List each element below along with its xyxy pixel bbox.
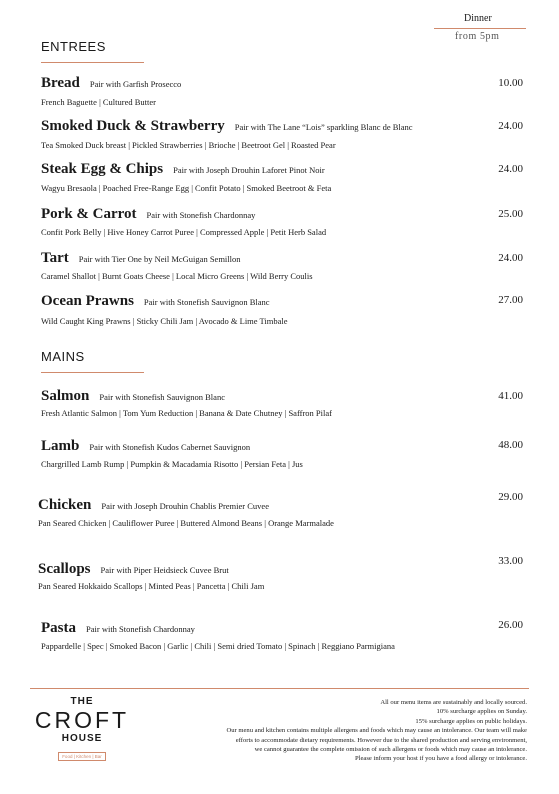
dish-price: 25.00 [498,208,523,220]
footer-line: 15% surcharge applies on public holidays. [415,717,527,725]
dish-price: 48.00 [498,439,523,451]
section-title-mains: MAINS [41,349,85,364]
meal-label: Dinner [464,13,492,24]
wine-pairing: Pair with The Lane “Lois” sparkling Blanc de Blanc [234,122,413,132]
dish-title: Scallops [38,561,91,577]
footer-line: 10% surcharge applies on Sunday. [436,708,527,716]
dish-description: Pappardelle | Spec | Smoked Bacon | Garlic | Chili | Semi dried Tomato | Spinach | Reggiano Parmigiana [41,641,395,651]
dish-description: Pan Seared Chicken | Cauliflower Puree | Buttered Almond Beans | Orange Marmalade [38,518,334,528]
dish-name-pasta [41,620,195,637]
wine-pairing: Pair with Piper Heidsieck Cuvee Brut [100,565,229,575]
dish-description: Confit Pork Belly | Hive Honey Carrot Puree | Compressed Apple | Petit Herb Salad [41,227,327,237]
dish-price: 24.00 [498,163,523,175]
wine-pairing: Pair with Garfish Prosecco [89,79,182,89]
dish-title: Bread [41,75,80,91]
dish-description: Tea Smoked Duck breast | Pickled Strawberries | Brioche | Beetroot Gel | Roasted Pear [41,140,336,150]
logo-top-text: THE [70,696,94,707]
dish-name-ocean-prawns [41,293,270,310]
dish-name-scallops [38,561,229,578]
dish-title: Salmon [41,388,90,404]
section-rule-mains [41,372,144,373]
footer-line: Our menu and kitchen contains multiple allergens and foods which may cause an intolerance. Our team will make [226,727,527,735]
logo-main-text: CROFT [34,707,130,733]
dish-description: Chargrilled Lamb Rump | Pumpkin & Macadamia Risotto | Persian Feta | Jus [41,459,303,469]
dish-price: 29.00 [498,491,523,503]
dish-title: Pasta [41,620,76,636]
logo-tagline: Food | Kitchen | Bar [58,752,106,761]
croft-house-logo [30,696,134,763]
dish-title: Chicken [38,497,92,513]
dish-title: Ocean Prawns [41,293,134,309]
dish-price: 10.00 [498,77,523,89]
dish-name-lamb [41,438,250,455]
wine-pairing: Pair with Joseph Drouhin Chablis Premier Cuvee [101,501,269,511]
dish-name-tart [41,250,241,267]
wine-pairing: Pair with Stonefish Kudos Cabernet Sauvignon [89,442,251,452]
dish-name-steak-egg-chips [41,161,325,178]
dish-description: Fresh Atlantic Salmon | Tom Yum Reduction | Banana & Date Chutney | Saffron Pilaf [41,408,332,418]
dish-price: 27.00 [498,294,523,306]
logo-bottom-text: HOUSE [61,733,103,744]
dish-name-chicken [38,497,269,514]
dish-name-smoked-duck [41,118,413,135]
wine-pairing: Pair with Tier One by Neil McGuigan Semillon [78,254,241,264]
dish-description: Caramel Shallot | Burnt Goats Cheese | Local Micro Greens | Wild Berry Coulis [41,271,313,281]
dish-description: Wagyu Bresaola | Poached Free-Range Egg | Confit Potato | Smoked Beetroot & Feta [41,183,332,193]
dish-price: 41.00 [498,390,523,402]
dish-title: Smoked Duck & Strawberry [41,118,225,134]
section-rule-entrees [41,62,144,63]
dish-description: Pan Seared Hokkaido Scallops | Minted Peas | Pancetta | Chili Jam [38,581,265,591]
footer-line: efforts to accommodate dietary requirements. However due to the shared production and serving environment, [235,736,527,744]
dish-title: Tart [41,250,69,266]
wine-pairing: Pair with Stonefish Chardonnay [146,210,256,220]
dish-name-pork-carrot [41,206,255,223]
dish-price: 26.00 [498,619,523,631]
footer-notes [167,698,527,764]
header-rule [434,28,526,29]
service-time: from 5pm [455,31,500,42]
footer-line: we cannot guarantee the complete omission of such allergens or foods which may cause an intolerance. [254,746,527,754]
wine-pairing: Pair with Stonefish Chardonnay [86,624,195,634]
footer-line: All our menu items are sustainably and locally sourced. [380,699,527,706]
wine-pairing: Pair with Stonefish Sauvignon Blanc [99,392,225,402]
dish-title: Steak Egg & Chips [41,161,164,177]
dish-price: 33.00 [498,555,523,567]
section-title-entrees: ENTREES [41,39,106,54]
footer-line: Please inform your host if you have a food allergy or intolerance. [355,755,527,763]
dish-price: 24.00 [498,120,523,132]
dish-title: Lamb [41,438,80,454]
dish-description: Wild Caught King Prawns | Sticky Chili Jam | Avocado & Lime Timbale [41,316,288,326]
wine-pairing: Pair with Stonefish Sauvignon Blanc [143,297,270,307]
dish-description: French Baguette | Cultured Butter [41,97,157,107]
footer-rule [30,688,529,689]
dish-title: Pork & Carrot [41,206,137,222]
wine-pairing: Pair with Joseph Drouhin Laforet Pinot Noir [173,165,325,175]
dish-name-bread [41,75,181,92]
dish-name-salmon [41,388,225,405]
dish-price: 24.00 [498,252,523,264]
